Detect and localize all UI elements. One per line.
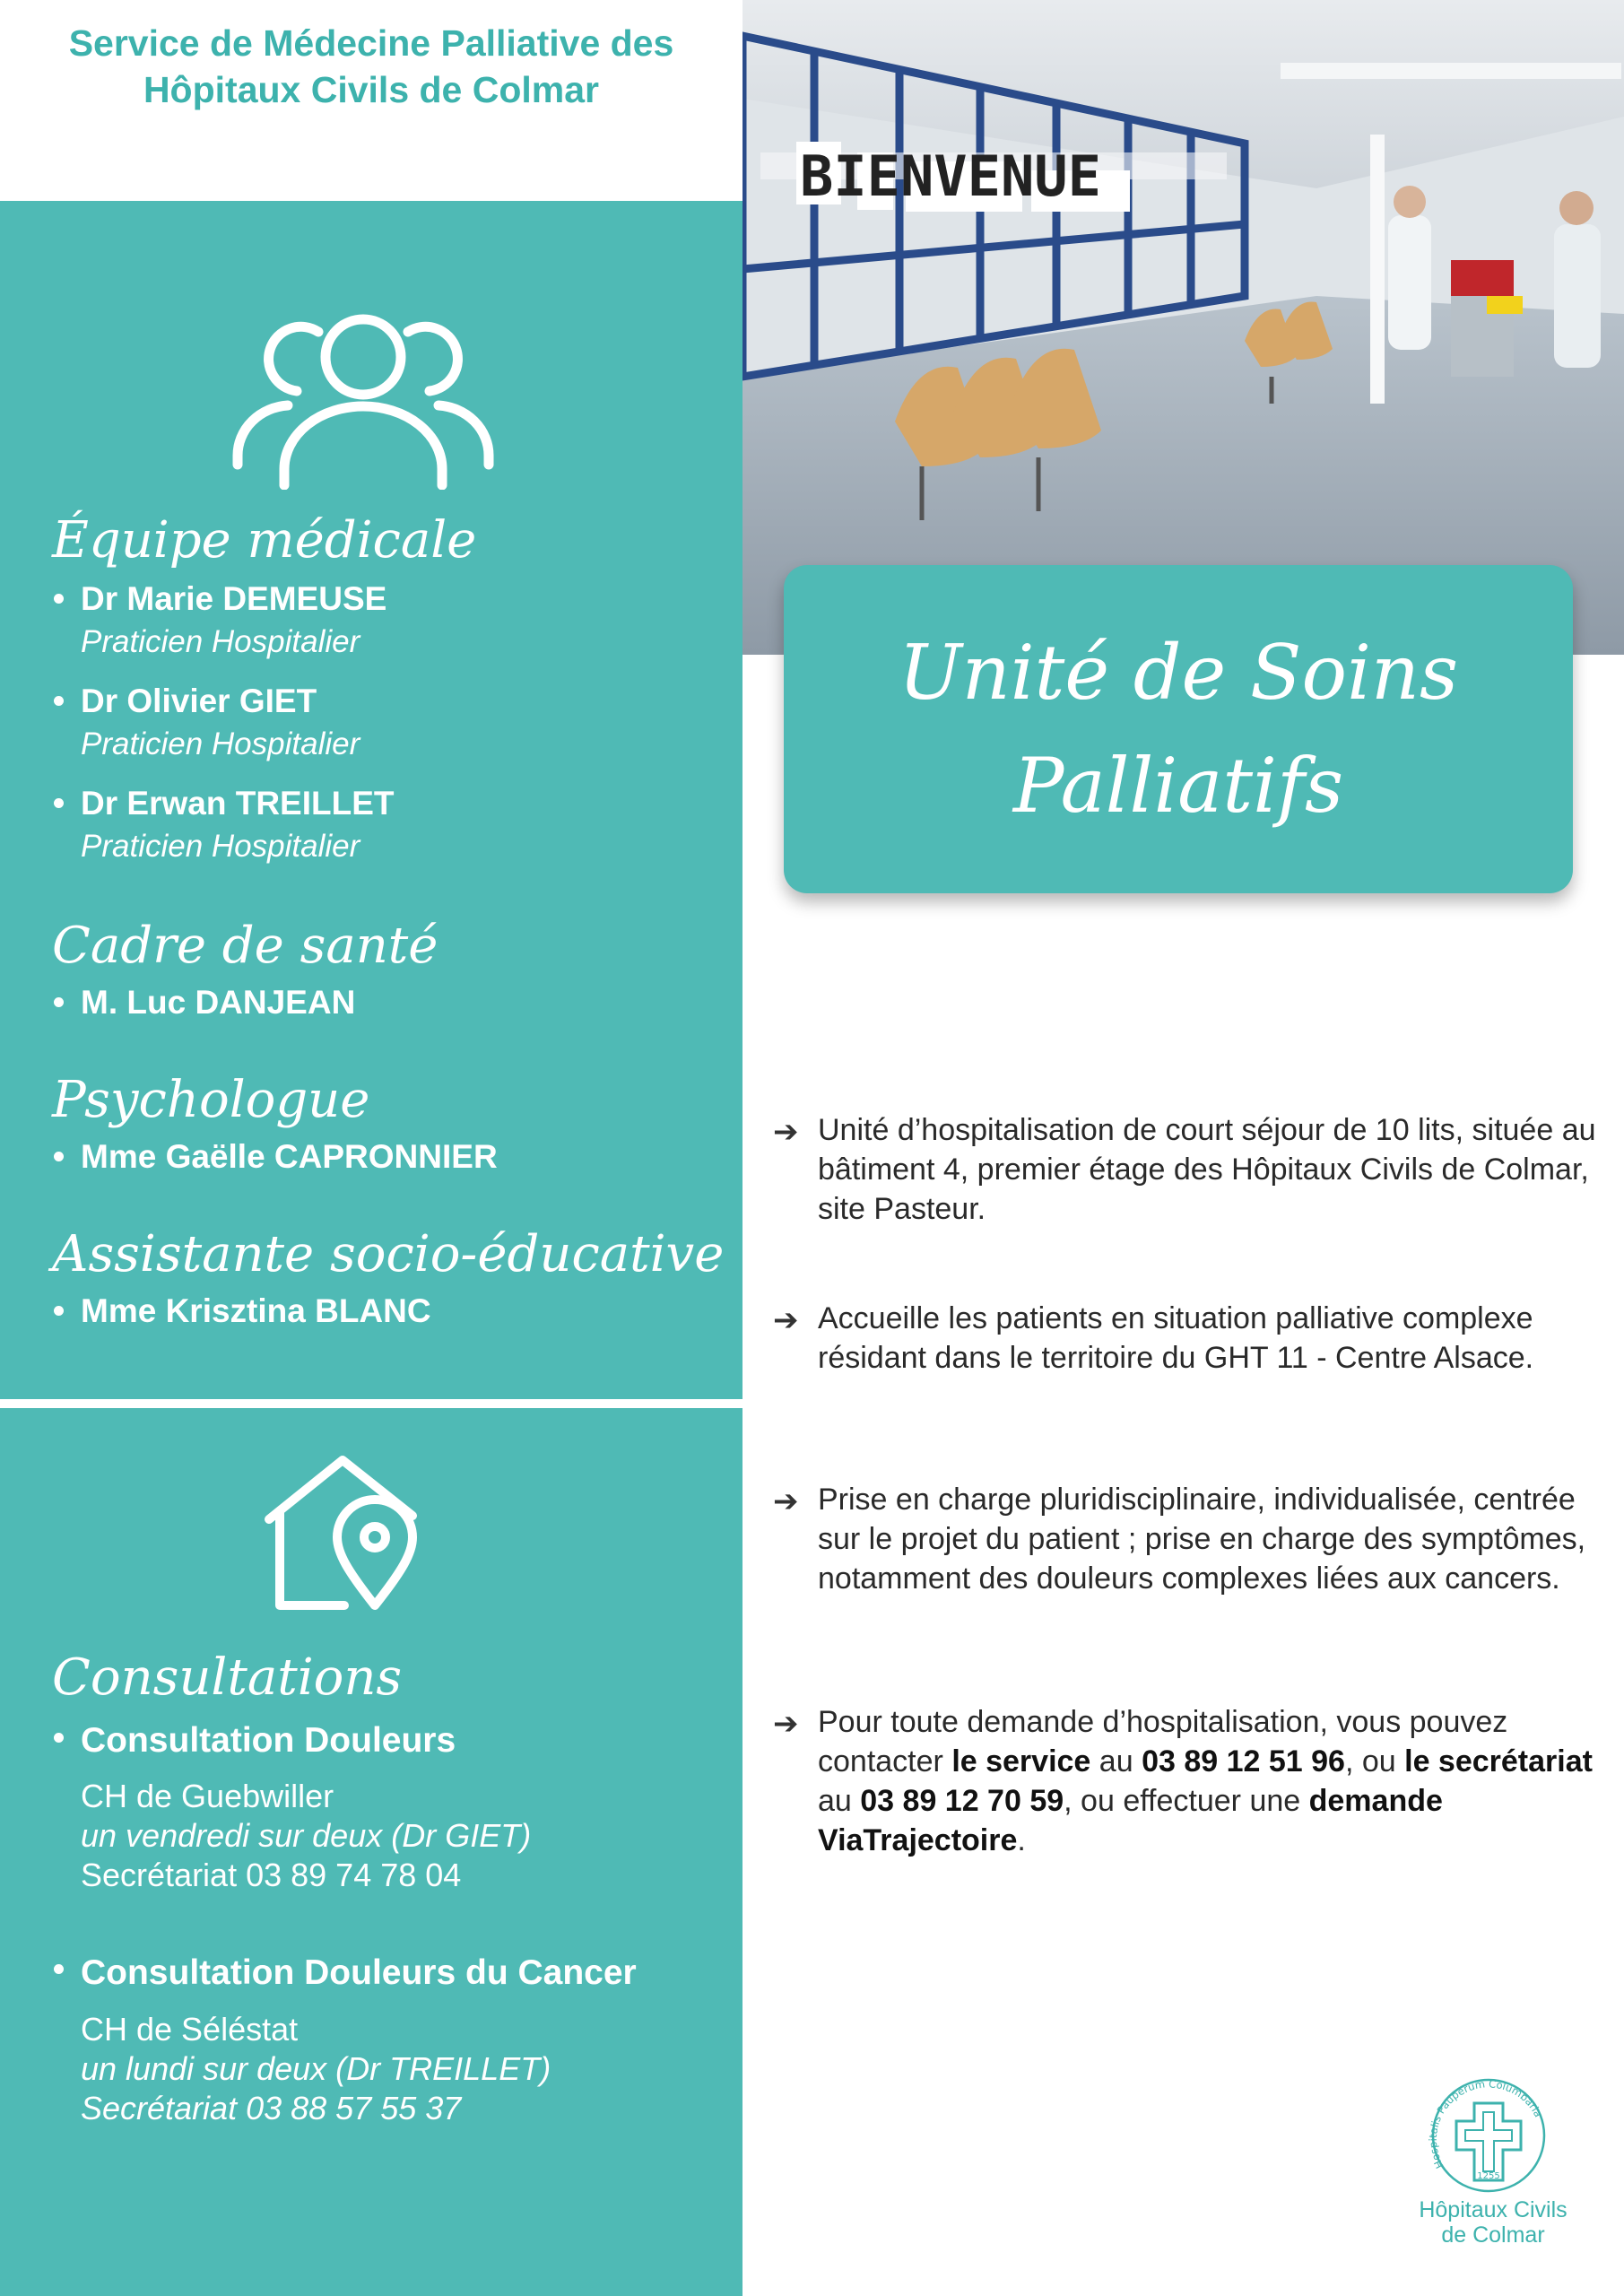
assistante-member — [52, 1289, 734, 1334]
info-text: Accueille les patients en situation palliative complexe résidant dans le territoire du GHT 11 - Centre Alsace. — [818, 1301, 1534, 1375]
info-highlight: le service — [951, 1744, 1091, 1779]
info-text: Prise en charge pluridisciplinaire, individualisée, centrée sur le projet du patient ; prise en charge des symptômes, notamment des douleurs complexes liées aux cancers. — [818, 1483, 1586, 1596]
page-header — [0, 0, 743, 201]
consultation-title-line — [52, 1716, 734, 1766]
medical-team-section — [52, 511, 734, 867]
member-name: Mme Krisztina BLANC — [81, 1292, 431, 1329]
consultation-item — [52, 1716, 734, 1895]
service-title: Service de Médecine Palliative des Hôpitaux Civils de Colmar — [68, 22, 674, 110]
medical-member — [52, 679, 734, 765]
consultation-item — [52, 1947, 734, 2128]
house-location-pin-icon — [262, 1453, 432, 1614]
medical-member — [52, 577, 734, 663]
assistante-section — [52, 1225, 734, 1334]
svg-text:BIENVENUE: BIENVENUE — [800, 144, 1101, 209]
consultation-secretariat: Secrétariat 03 88 57 55 37 — [81, 2090, 462, 2126]
info-text: au — [1090, 1744, 1142, 1779]
group-of-people-icon — [229, 301, 498, 490]
info-highlight: le secrétariat — [1404, 1744, 1593, 1779]
cadre-section — [52, 917, 734, 1025]
info-text: , ou effectuer une — [1064, 1784, 1309, 1818]
arrow-right-icon: ➔ — [773, 1484, 799, 1518]
consultation-title-line — [52, 1947, 655, 1999]
medical-team-heading: Équipe médicale — [52, 511, 477, 570]
info-text: Unité d’hospitalisation de court séjour de 10 lits, située au bâtiment 4, premier étage des Hôpitaux Civils de Colmar, site Pasteur. — [818, 1113, 1596, 1226]
bienvenue-sign — [796, 142, 1130, 212]
medical-member — [52, 781, 734, 867]
info-item — [773, 1702, 1598, 1860]
member-role: Praticien Hospitalier — [81, 624, 360, 659]
consultation-site: CH de Guebwiller — [81, 1778, 334, 1814]
svg-text:Hospitalis Pauperum Columbaria: Hospitalis Pauperum Columbaria — [1426, 2077, 1545, 2171]
psychologue-member — [52, 1135, 734, 1179]
info-text: au — [818, 1784, 861, 1818]
cadre-heading: Cadre de santé — [52, 917, 439, 975]
arrow-right-icon: ➔ — [773, 1303, 799, 1337]
consultation-site: CH de Séléstat — [81, 2011, 299, 2048]
consultations-heading: Consultations — [52, 1648, 403, 1707]
consultations-section — [52, 1648, 734, 2128]
info-text: Pour toute demande d’hospitalisation, vous pouvez contacter — [818, 1705, 1508, 1779]
member-name: Mme Gaëlle CAPRONNIER — [81, 1138, 498, 1175]
reception-hallway-photo — [743, 0, 1624, 655]
psychologue-heading: Psychologue — [52, 1071, 370, 1129]
arrow-right-icon: ➔ — [773, 1707, 799, 1741]
unit-title-card — [784, 565, 1573, 893]
info-text: . — [1017, 1823, 1026, 1857]
svg-text:1255: 1255 — [1477, 2171, 1500, 2181]
consultations-panel — [0, 1408, 743, 2296]
logo-name — [1385, 2197, 1601, 2248]
consultation-schedule: un vendredi sur deux (Dr GIET) — [81, 1817, 532, 1854]
psychologue-section — [52, 1071, 734, 1179]
info-item — [773, 1110, 1598, 1229]
info-item — [773, 1480, 1598, 1598]
member-name: M. Luc DANJEAN — [81, 984, 356, 1021]
info-highlight: demande ViaTrajectoire — [818, 1784, 1443, 1857]
member-name: Dr Olivier GIET — [81, 683, 317, 719]
cadre-member — [52, 980, 734, 1025]
member-role: Praticien Hospitalier — [81, 829, 360, 864]
member-role: Praticien Hospitalier — [81, 726, 360, 761]
info-item — [773, 1299, 1598, 1378]
arrow-right-icon: ➔ — [773, 1115, 799, 1149]
consultation-schedule: un lundi sur deux (Dr TREILLET) — [81, 2050, 551, 2087]
assistante-heading: Assistante socio-éducative — [52, 1225, 725, 1283]
consultation-secretariat: Secrétariat 03 89 74 78 04 — [81, 1857, 462, 1893]
info-highlight: 03 89 12 51 96 — [1142, 1744, 1345, 1779]
logo-name-line1: Hôpitaux Civils — [1419, 2197, 1568, 2222]
member-name: Dr Erwan TREILLET — [81, 785, 395, 822]
info-highlight: 03 89 12 70 59 — [860, 1784, 1064, 1818]
logo-name-line2: de Colmar — [1441, 2222, 1545, 2248]
consultation-title: Consultation Douleurs du Cancer — [81, 1953, 637, 1992]
member-name: Dr Marie DEMEUSE — [81, 580, 387, 617]
info-text: , ou — [1344, 1744, 1405, 1779]
unit-title: Unité de Soins Palliatifs — [898, 629, 1459, 830]
team-panel — [0, 201, 743, 1399]
consultation-title: Consultation Douleurs — [81, 1721, 456, 1760]
